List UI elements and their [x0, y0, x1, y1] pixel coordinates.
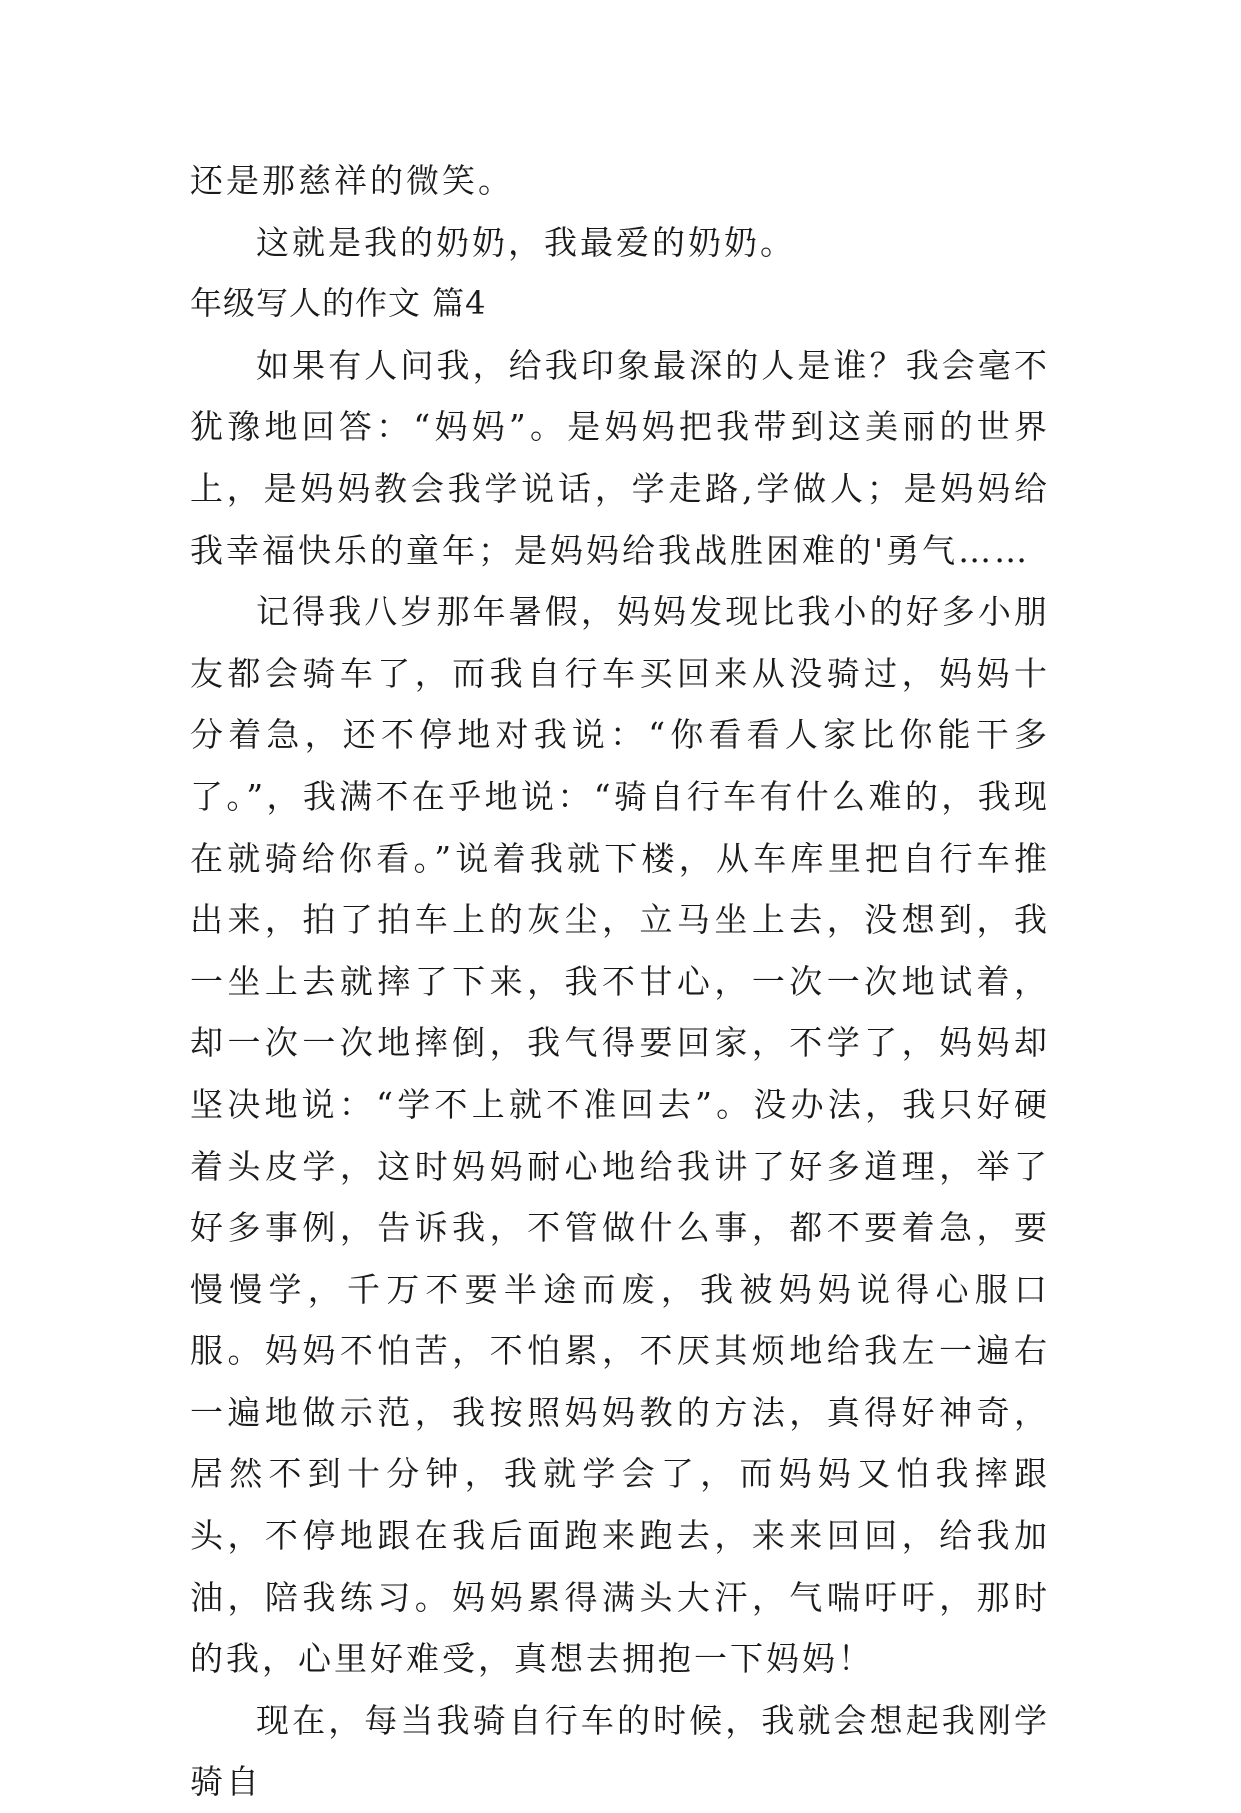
paragraph-intro-mother: 如果有人问我，给我印象最深的人是谁？我会毫不犹豫地回答：“妈妈”。是妈妈把我带到这美丽的世界上，是妈妈教会我学说话，学走路,学做人；是妈妈给我幸福快乐的童年；是妈妈给我战胜困难的'勇气…… [190, 345, 1050, 570]
essay-heading: 年级写人的作文 篇4 [190, 284, 487, 323]
paragraph-bicycle-story: 记得我八岁那年暑假，妈妈发现比我小的好多小朋友都会骑车了，而我自行车买回来从没骑过，妈妈十分着急，还不停地对我说：“你看看人家比你能干多了。”，我满不在乎地说：“骑自行车有什么难的，我现在就骑给你看。”说着我就下楼，从车库里把自行车推出来，拍了拍车上的灰尘，立马坐上去，没想到，我一坐上去就摔了下来，我不甘心，一次一次地试着，却一次一次地摔倒，我气得要回家，不学了，妈妈却坚决地说：“学不上就不准回去”。没办法，我只好硬着头皮学，这时妈妈耐心地给我讲了好多道理，举了好多事例，告诉我，不管做什么事，都不要着急，要慢慢学，千万不要半途而废，我被妈妈说得心服口服。妈妈不怕苦，不怕累，不厌其烦地给我左一遍右一遍地做示范，我按照妈妈教的方法，真得好神奇，居然不到十分钟，我就学会了，而妈妈又怕我摔跟头，不停地跟在我后面跑来跑去，来来回回，给我加油，陪我练习。妈妈累得满头大汗，气喘吁吁，那时的我，心里好难受，真想去拥抱一下妈妈！ [190, 592, 1050, 1679]
document-body [190, 150, 1050, 1813]
paragraph-continuation: 还是那慈祥的微笑。 [190, 161, 514, 200]
paragraph-grandma-conclusion: 这就是我的奶奶，我最爱的奶奶。 [256, 222, 796, 262]
paragraph-now: 现在，每当我骑自行车的时候，我就会想起我刚学骑自 [190, 1700, 1050, 1802]
